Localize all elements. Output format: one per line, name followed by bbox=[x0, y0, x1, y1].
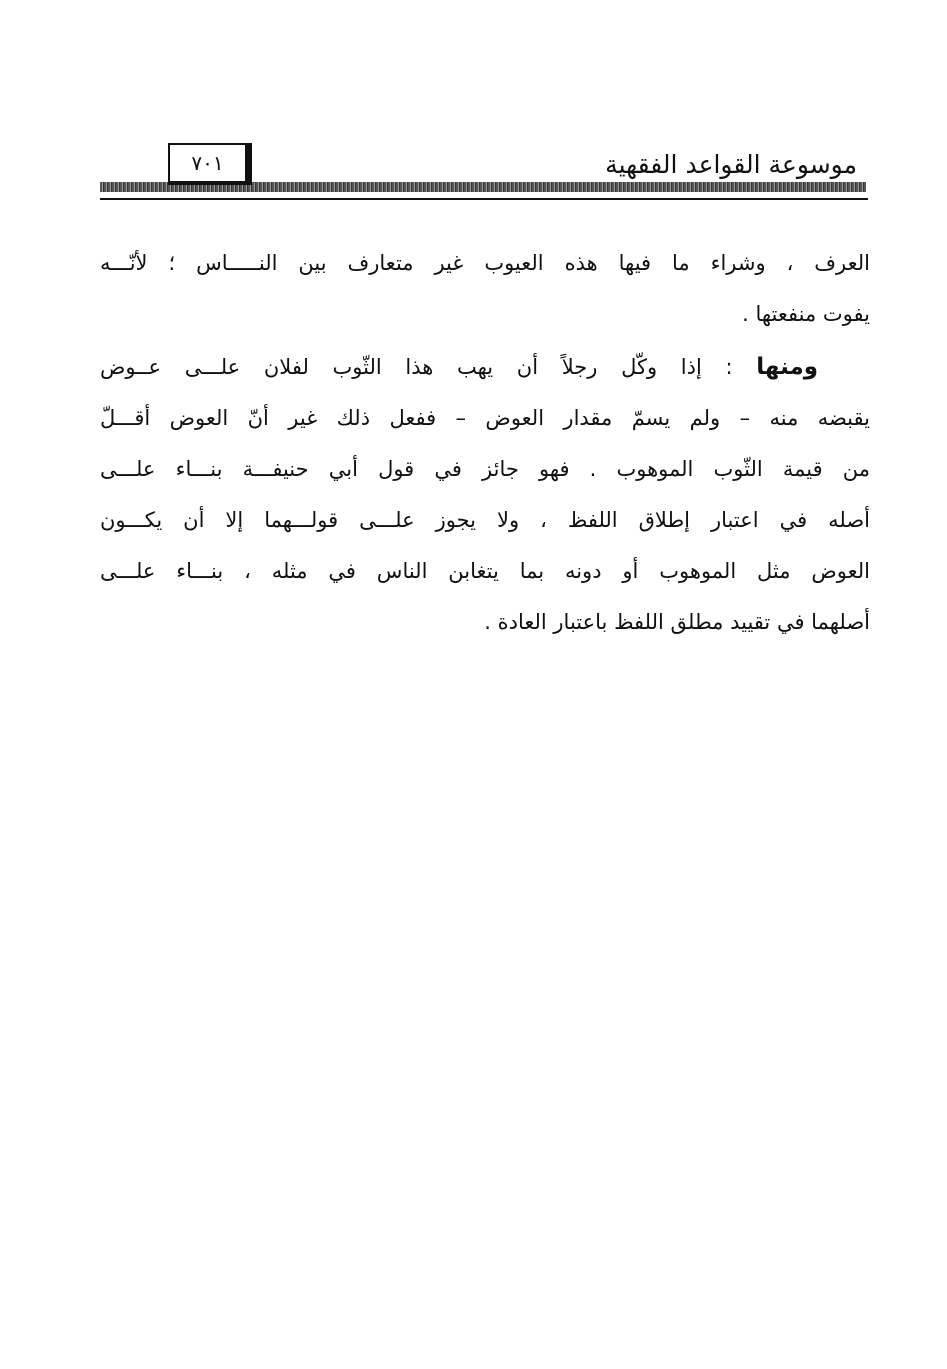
text-line: أصلهما في تقييد مطلق اللفظ باعتبار العادة . bbox=[484, 610, 870, 634]
text-line: يقبضه منه – ولم يسمّ مقدار العوض – ففعل ذلك غير أنّ العوض أقـــلّ bbox=[100, 406, 870, 430]
text-line: من قيمة الثّوب الموهوب . فهو جائز في قول أبي حنيفـــة بنـــاء علـــى bbox=[100, 457, 870, 481]
body-text bbox=[100, 238, 870, 648]
text-line: العوض مثل الموهوب أو دونه بما يتغابن الناس في مثله ، بنـــاء علـــى bbox=[100, 559, 870, 583]
page-header bbox=[0, 0, 947, 210]
page-number-box bbox=[168, 143, 252, 185]
first-line-rest: : إذا وكّل رجلاً أن يهب هذا الثّوب لفلان علـــى عــوض bbox=[100, 355, 733, 379]
text-line-with-lead bbox=[100, 342, 870, 393]
lead-word: ومنها bbox=[756, 354, 818, 380]
text-line: أصله في اعتبار إطلاق اللفظ ، ولا يجوز علـــى قولـــهما إلا أن يكـــون bbox=[100, 508, 870, 532]
paragraph-1 bbox=[100, 238, 870, 340]
book-title: موسوعة القواعد الفقهية bbox=[605, 150, 857, 179]
page-number: ٧٠١ bbox=[191, 151, 224, 175]
text-line: يفوت منفعتها . bbox=[742, 302, 870, 326]
paragraph-2 bbox=[100, 342, 870, 648]
text-line: العرف ، وشراء ما فيها هذه العيوب غير متعارف بين النـــــاس ؛ لأنّـــه bbox=[100, 251, 870, 275]
header-rule-line bbox=[100, 198, 868, 200]
